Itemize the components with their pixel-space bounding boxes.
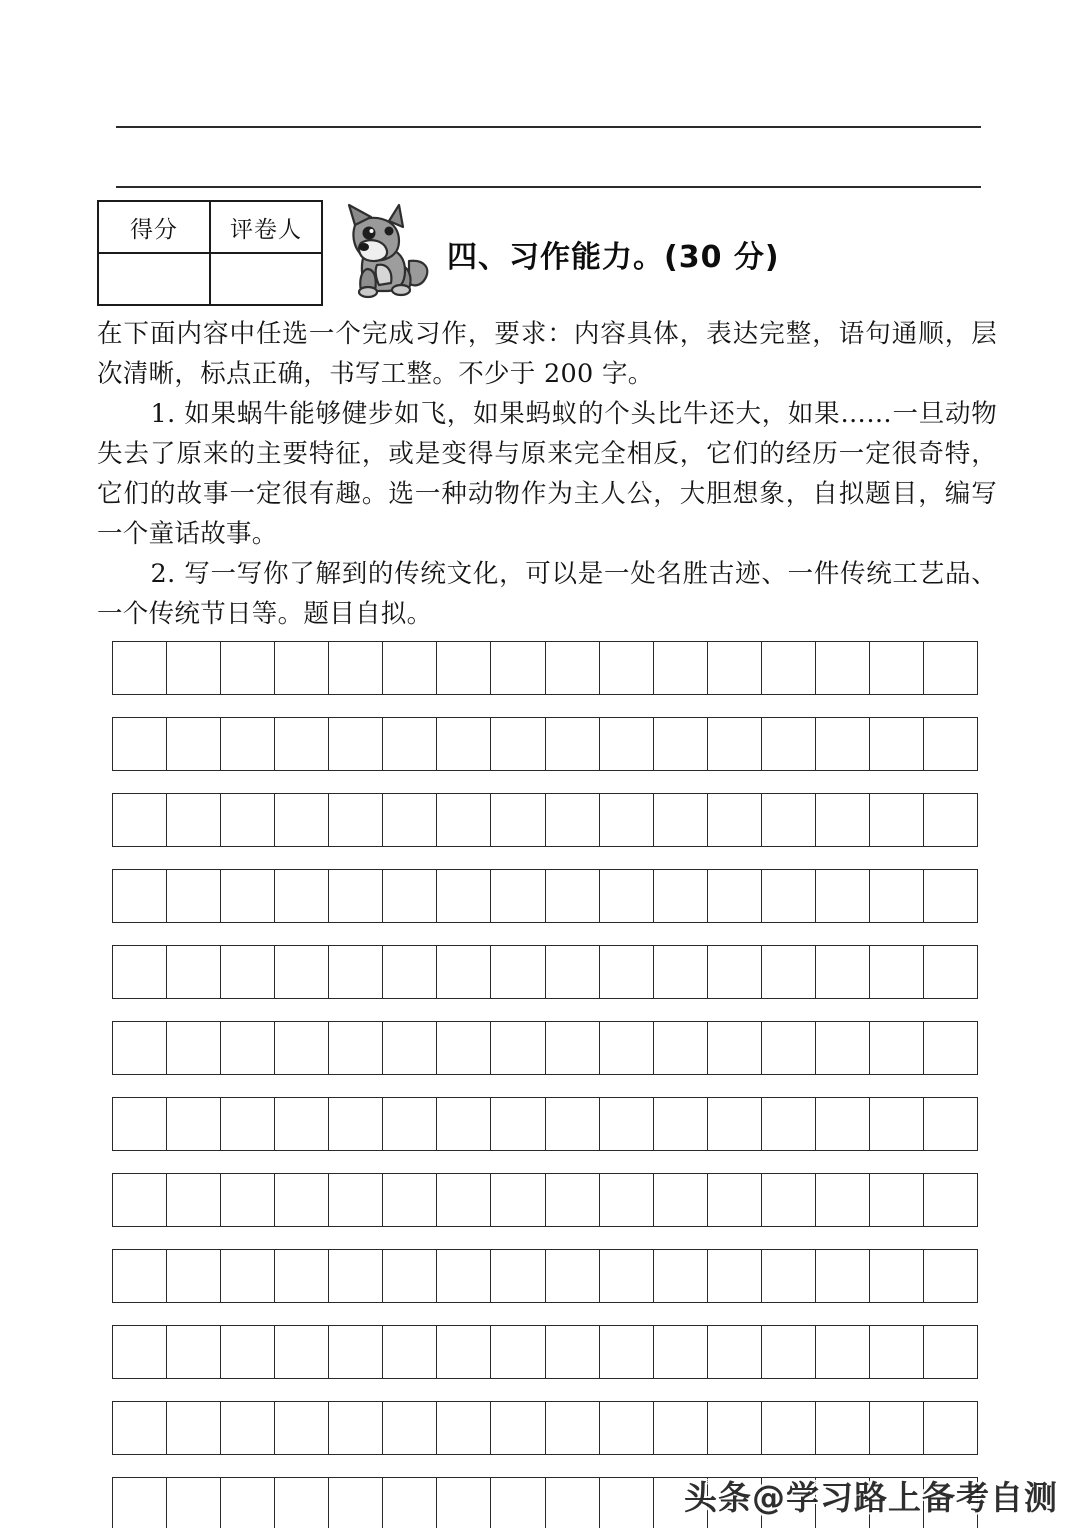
grid-cell[interactable] (383, 1022, 437, 1074)
grid-cell[interactable] (383, 870, 437, 922)
grid-cell[interactable] (221, 642, 275, 694)
grid-cell[interactable] (762, 1326, 816, 1378)
grid-cell[interactable] (546, 718, 600, 770)
grid-cell[interactable] (275, 870, 329, 922)
grid-cell[interactable] (491, 1250, 545, 1302)
grid-cell[interactable] (113, 1402, 167, 1454)
grid-cell[interactable] (762, 794, 816, 846)
grid-cell[interactable] (654, 718, 708, 770)
grid-cell[interactable] (870, 718, 924, 770)
grid-cell[interactable] (546, 1250, 600, 1302)
grid-cell[interactable] (113, 1022, 167, 1074)
grid-cell[interactable] (275, 718, 329, 770)
grid-cell[interactable] (113, 718, 167, 770)
grid-cell[interactable] (654, 794, 708, 846)
grid-cell[interactable] (870, 794, 924, 846)
grid-cell[interactable] (870, 870, 924, 922)
grid-cell[interactable] (275, 1174, 329, 1226)
grid-cell[interactable] (762, 946, 816, 998)
grid-cell[interactable] (437, 870, 491, 922)
grid-cell[interactable] (275, 1022, 329, 1074)
grid-cell[interactable] (383, 1478, 437, 1528)
grid-cell[interactable] (437, 946, 491, 998)
grid-cell[interactable] (329, 1478, 383, 1528)
grid-cell[interactable] (546, 1022, 600, 1074)
grid-row[interactable] (112, 641, 978, 695)
grid-cell[interactable] (546, 794, 600, 846)
grid-cell[interactable] (221, 1326, 275, 1378)
grid-cell[interactable] (708, 642, 762, 694)
grid-cell[interactable] (600, 1326, 654, 1378)
grid-cell[interactable] (329, 794, 383, 846)
score-table-header-row (99, 202, 321, 254)
grid-cell[interactable] (329, 1174, 383, 1226)
grid-cell[interactable] (491, 870, 545, 922)
grid-cell[interactable] (924, 1326, 977, 1378)
grid-cell[interactable] (383, 1174, 437, 1226)
grid-cell[interactable] (762, 1250, 816, 1302)
instruction-paragraph: 在下面内容中任选一个完成习作，要求：内容具体，表达完整，语句通顺，层次清晰，标点正确，书写工整。不少于 200 字。 (97, 319, 997, 389)
prompt-item-2: 2. 写一写你了解到的传统文化，可以是一处名胜古迹、一件传统工艺品、一个传统节日等。题目自拟。 (97, 559, 997, 629)
grid-cell[interactable] (329, 1250, 383, 1302)
grid-cell[interactable] (491, 1098, 545, 1150)
grid-cell[interactable] (491, 794, 545, 846)
grid-cell[interactable] (816, 946, 870, 998)
score-table (97, 200, 323, 306)
grid-cell[interactable] (600, 1022, 654, 1074)
grid-cell[interactable] (654, 1174, 708, 1226)
grid-cell[interactable] (708, 1402, 762, 1454)
grid-cell[interactable] (546, 1326, 600, 1378)
grid-row[interactable] (112, 1097, 978, 1151)
grid-row[interactable] (112, 869, 978, 923)
grid-cell[interactable] (167, 1478, 221, 1528)
grid-cell[interactable] (275, 642, 329, 694)
grid-cell[interactable] (816, 1098, 870, 1150)
grid-cell[interactable] (113, 1098, 167, 1150)
grid-cell[interactable] (221, 1478, 275, 1528)
grid-cell[interactable] (221, 1098, 275, 1150)
grid-cell[interactable] (762, 870, 816, 922)
grid-cell[interactable] (708, 1098, 762, 1150)
grid-cell[interactable] (816, 1250, 870, 1302)
grid-cell[interactable] (221, 946, 275, 998)
grid-cell[interactable] (437, 1250, 491, 1302)
grid-cell[interactable] (167, 1022, 221, 1074)
grid-cell[interactable] (275, 1402, 329, 1454)
grid-cell[interactable] (491, 1326, 545, 1378)
writing-instructions (97, 314, 997, 634)
grid-cell[interactable] (113, 794, 167, 846)
grid-cell[interactable] (167, 1326, 221, 1378)
grid-cell[interactable] (816, 794, 870, 846)
grid-cell[interactable] (708, 794, 762, 846)
grid-cell[interactable] (491, 642, 545, 694)
grid-cell[interactable] (546, 1098, 600, 1150)
grid-cell[interactable] (654, 870, 708, 922)
grid-cell[interactable] (491, 718, 545, 770)
grid-cell[interactable] (708, 718, 762, 770)
grid-cell[interactable] (167, 794, 221, 846)
grid-cell[interactable] (546, 870, 600, 922)
grid-cell[interactable] (870, 946, 924, 998)
score-value-cell[interactable] (99, 254, 211, 304)
grid-cell[interactable] (275, 794, 329, 846)
grid-cell[interactable] (437, 1098, 491, 1150)
grid-cell[interactable] (329, 1326, 383, 1378)
grid-cell[interactable] (329, 642, 383, 694)
grid-cell[interactable] (654, 1098, 708, 1150)
grid-cell[interactable] (275, 946, 329, 998)
grid-cell[interactable] (113, 1174, 167, 1226)
grid-row[interactable] (112, 1401, 978, 1455)
grid-cell[interactable] (762, 1022, 816, 1074)
grid-cell[interactable] (600, 642, 654, 694)
grid-cell[interactable] (491, 1402, 545, 1454)
grid-cell[interactable] (329, 1098, 383, 1150)
grid-cell[interactable] (654, 1326, 708, 1378)
grader-label-cell: 评卷人 (230, 216, 302, 243)
grid-row[interactable] (112, 1021, 978, 1075)
grid-cell[interactable] (600, 1402, 654, 1454)
grid-cell[interactable] (708, 1250, 762, 1302)
grid-cell[interactable] (600, 1250, 654, 1302)
grid-row[interactable] (112, 1173, 978, 1227)
grid-row[interactable] (112, 793, 978, 847)
grid-cell[interactable] (221, 1022, 275, 1074)
grid-cell[interactable] (113, 870, 167, 922)
grid-cell[interactable] (654, 1250, 708, 1302)
grid-cell[interactable] (870, 1022, 924, 1074)
grid-cell[interactable] (924, 870, 977, 922)
grid-cell[interactable] (167, 1174, 221, 1226)
grid-cell[interactable] (816, 1022, 870, 1074)
grid-cell[interactable] (762, 1098, 816, 1150)
grid-cell[interactable] (491, 1022, 545, 1074)
grid-cell[interactable] (167, 1250, 221, 1302)
grid-cell[interactable] (546, 1402, 600, 1454)
grid-cell[interactable] (221, 1250, 275, 1302)
score-label-cell: 得分 (99, 202, 211, 252)
grid-cell[interactable] (816, 1174, 870, 1226)
composition-grid[interactable] (112, 641, 978, 1528)
grid-cell[interactable] (275, 1478, 329, 1528)
grid-cell[interactable] (167, 1402, 221, 1454)
grid-cell[interactable] (600, 1478, 654, 1528)
grid-cell[interactable] (329, 718, 383, 770)
grid-cell[interactable] (437, 1022, 491, 1074)
grid-cell[interactable] (275, 1098, 329, 1150)
grid-cell[interactable] (383, 1098, 437, 1150)
grid-cell[interactable] (708, 870, 762, 922)
grid-cell[interactable] (924, 1402, 977, 1454)
grid-cell[interactable] (708, 946, 762, 998)
grid-cell[interactable] (924, 1022, 977, 1074)
grid-cell[interactable] (600, 1174, 654, 1226)
grid-cell[interactable] (870, 1250, 924, 1302)
grid-cell[interactable] (221, 1174, 275, 1226)
grid-cell[interactable] (437, 1326, 491, 1378)
grid-cell[interactable] (113, 1478, 167, 1528)
grid-cell[interactable] (654, 946, 708, 998)
grid-cell[interactable] (546, 1478, 600, 1528)
grid-cell[interactable] (816, 1402, 870, 1454)
grid-cell[interactable] (383, 1326, 437, 1378)
grid-cell[interactable] (275, 1326, 329, 1378)
grid-cell[interactable] (816, 1326, 870, 1378)
grid-cell[interactable] (491, 1478, 545, 1528)
grid-cell[interactable] (383, 1250, 437, 1302)
grid-cell[interactable] (870, 1174, 924, 1226)
grid-cell[interactable] (600, 1098, 654, 1150)
prompt-item-1: 1. 如果蜗牛能够健步如飞，如果蚂蚁的个头比牛还大，如果……一旦动物失去了原来的主要特征，或是变得与原来完全相反，它们的经历一定很奇特，它们的故事一定很有趣。选一种动物作为主人公，大胆想象，自拟题目，编写一个童话故事。 (97, 399, 997, 549)
grid-cell[interactable] (762, 642, 816, 694)
grid-cell[interactable] (167, 946, 221, 998)
grid-cell[interactable] (924, 794, 977, 846)
page-title: 四、习作能力。(30 分) (447, 240, 780, 275)
grid-cell[interactable] (924, 718, 977, 770)
grid-row[interactable] (112, 1325, 978, 1379)
grid-cell[interactable] (221, 1402, 275, 1454)
grid-cell[interactable] (924, 1250, 977, 1302)
grid-cell[interactable] (383, 794, 437, 846)
grid-cell[interactable] (329, 1402, 383, 1454)
grid-row[interactable] (112, 717, 978, 771)
grid-cell[interactable] (221, 794, 275, 846)
grid-cell[interactable] (437, 1174, 491, 1226)
grid-cell[interactable] (437, 718, 491, 770)
grid-cell[interactable] (654, 642, 708, 694)
grid-cell[interactable] (816, 642, 870, 694)
grid-cell[interactable] (708, 1174, 762, 1226)
grid-cell[interactable] (383, 642, 437, 694)
grid-cell[interactable] (437, 642, 491, 694)
grid-cell[interactable] (762, 1174, 816, 1226)
grid-cell[interactable] (113, 946, 167, 998)
grid-row[interactable] (112, 1249, 978, 1303)
grid-cell[interactable] (654, 1402, 708, 1454)
grid-cell[interactable] (491, 1174, 545, 1226)
grid-cell[interactable] (546, 1174, 600, 1226)
grid-cell[interactable] (870, 1326, 924, 1378)
grid-cell[interactable] (924, 1174, 977, 1226)
grid-row[interactable] (112, 945, 978, 999)
grid-cell[interactable] (600, 718, 654, 770)
grid-cell[interactable] (600, 794, 654, 846)
grid-cell[interactable] (924, 1098, 977, 1150)
grid-cell[interactable] (329, 870, 383, 922)
grid-cell[interactable] (275, 1250, 329, 1302)
grid-cell[interactable] (329, 946, 383, 998)
header-rule-top (116, 126, 981, 128)
grid-cell[interactable] (167, 642, 221, 694)
grid-cell[interactable] (221, 718, 275, 770)
source-watermark: 头条@学习路上备考自测 (684, 1478, 1058, 1517)
grid-cell[interactable] (870, 1098, 924, 1150)
grid-cell[interactable] (167, 718, 221, 770)
grid-cell[interactable] (113, 1250, 167, 1302)
grid-cell[interactable] (708, 1326, 762, 1378)
grid-cell[interactable] (546, 946, 600, 998)
grid-cell[interactable] (546, 642, 600, 694)
grid-cell[interactable] (329, 1022, 383, 1074)
grid-cell[interactable] (437, 1478, 491, 1528)
header-rule-bottom (116, 186, 981, 188)
grid-cell[interactable] (600, 870, 654, 922)
grid-cell[interactable] (924, 642, 977, 694)
grid-cell[interactable] (816, 718, 870, 770)
grid-cell[interactable] (762, 1402, 816, 1454)
score-table-value-row (99, 254, 321, 304)
grader-value-cell[interactable] (211, 254, 321, 304)
grid-cell[interactable] (167, 870, 221, 922)
grid-cell[interactable] (924, 946, 977, 998)
grid-cell[interactable] (437, 794, 491, 846)
grid-cell[interactable] (167, 1098, 221, 1150)
grid-cell[interactable] (708, 1022, 762, 1074)
grid-cell[interactable] (654, 1022, 708, 1074)
grid-cell[interactable] (383, 1402, 437, 1454)
grid-cell[interactable] (491, 946, 545, 998)
grid-cell[interactable] (437, 1402, 491, 1454)
grid-cell[interactable] (383, 946, 437, 998)
puppy-dog-icon (333, 203, 437, 303)
grid-cell[interactable] (816, 870, 870, 922)
grid-cell[interactable] (383, 718, 437, 770)
grid-cell[interactable] (870, 642, 924, 694)
grid-cell[interactable] (600, 946, 654, 998)
grid-cell[interactable] (113, 1326, 167, 1378)
grid-cell[interactable] (221, 870, 275, 922)
grid-cell[interactable] (113, 642, 167, 694)
grid-cell[interactable] (870, 1402, 924, 1454)
grid-cell[interactable] (762, 718, 816, 770)
